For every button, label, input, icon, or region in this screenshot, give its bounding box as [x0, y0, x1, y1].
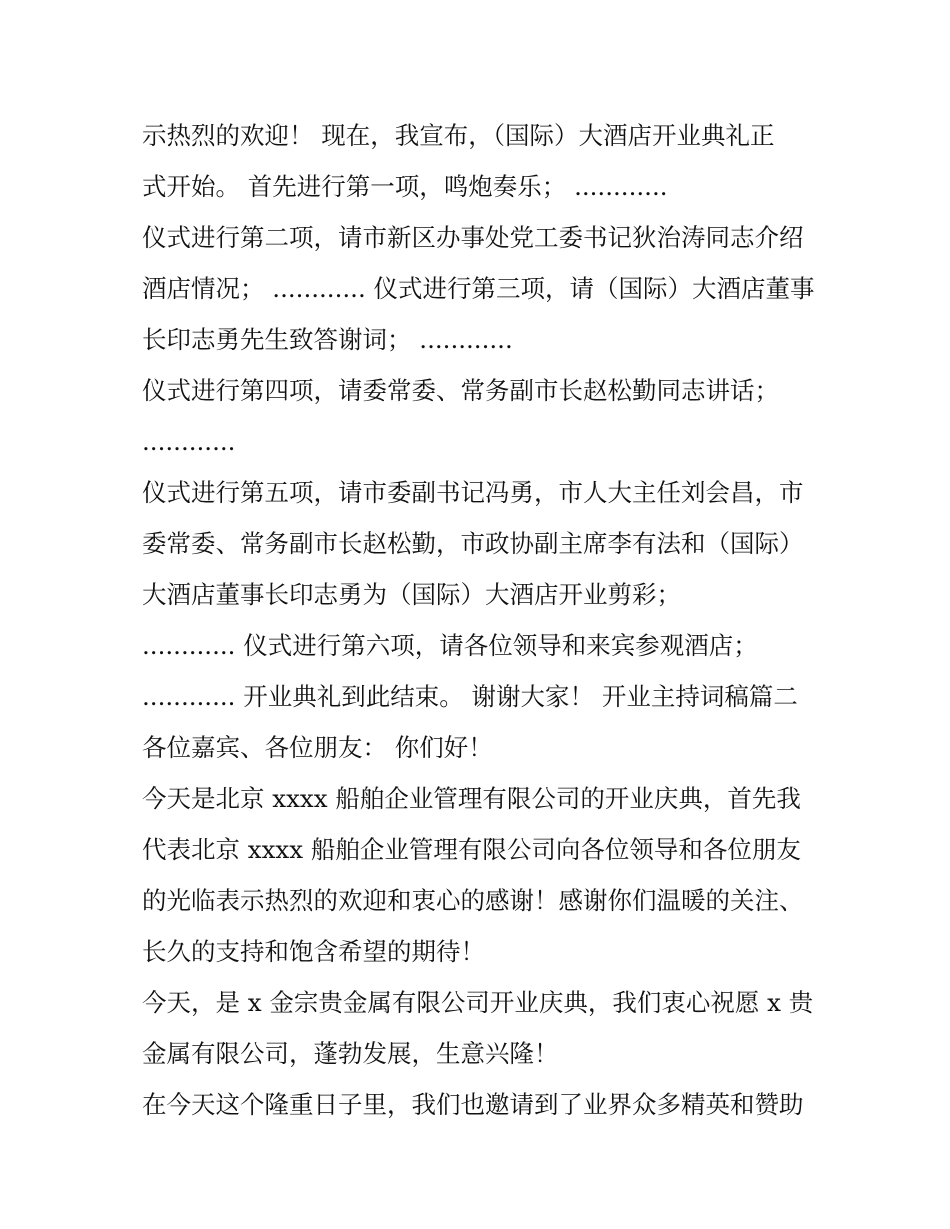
text-line: 酒店情况； ............ 仪式进行第三项，请（国际）大酒店董事 — [142, 274, 815, 303]
text-line: 仪式进行第二项，请市新区办事处党工委书记狄治涛同志介绍 — [142, 223, 804, 252]
text-line: 委常委、常务副市长赵松勤，市政协副主席李有法和（国际） — [142, 529, 804, 558]
text-line: 长久的支持和饱含希望的期待！ — [142, 937, 485, 966]
text-line: ............ — [142, 427, 236, 456]
text-line: 仪式进行第五项，请市委副书记冯勇，市人大主任刘会昌，市 — [142, 478, 804, 507]
document-body — [142, 110, 822, 1130]
text-line: 在今天这个隆重日子里，我们也邀请到了业界众多精英和赞助 — [142, 1090, 804, 1119]
text-line: 长印志勇先生致答谢词； ............ — [142, 325, 513, 354]
text-line: 仪式进行第四项，请委常委、常务副市长赵松勤同志讲话； — [142, 376, 779, 405]
text-line: 大酒店董事长印志勇为（国际）大酒店开业剪彩； — [142, 580, 681, 609]
text-line: 示热烈的欢迎！ 现在，我宣布，（国际）大酒店开业典礼正 — [142, 121, 775, 150]
text-line: 今天是北京 xxxx 船舶企业管理有限公司的开业庆典，首先我 — [142, 784, 801, 813]
text-line: 今天，是 x 金宗贵金属有限公司开业庆典，我们衷心祝愿 x 贵 — [142, 988, 814, 1017]
text-line: 代表北京 xxxx 船舶企业管理有限公司向各位领导和各位朋友 — [142, 835, 801, 864]
text-line: ............ 开业典礼到此结束。 谢谢大家！ 开业主持词稿篇二 — [142, 682, 798, 711]
text-line: 的光临表示热烈的欢迎和衷心的感谢！感谢你们温暖的关注、 — [142, 886, 804, 915]
text-line: ............ 仪式进行第六项，请各位领导和来宾参观酒店； — [142, 631, 758, 660]
text-line: 式开始。 首先进行第一项，鸣炮奏乐； ............ — [142, 172, 668, 201]
text-line: 各位嘉宾、各位朋友： 你们好！ — [142, 733, 493, 762]
text-line: 金属有限公司，蓬勃发展，生意兴隆！ — [142, 1039, 559, 1068]
